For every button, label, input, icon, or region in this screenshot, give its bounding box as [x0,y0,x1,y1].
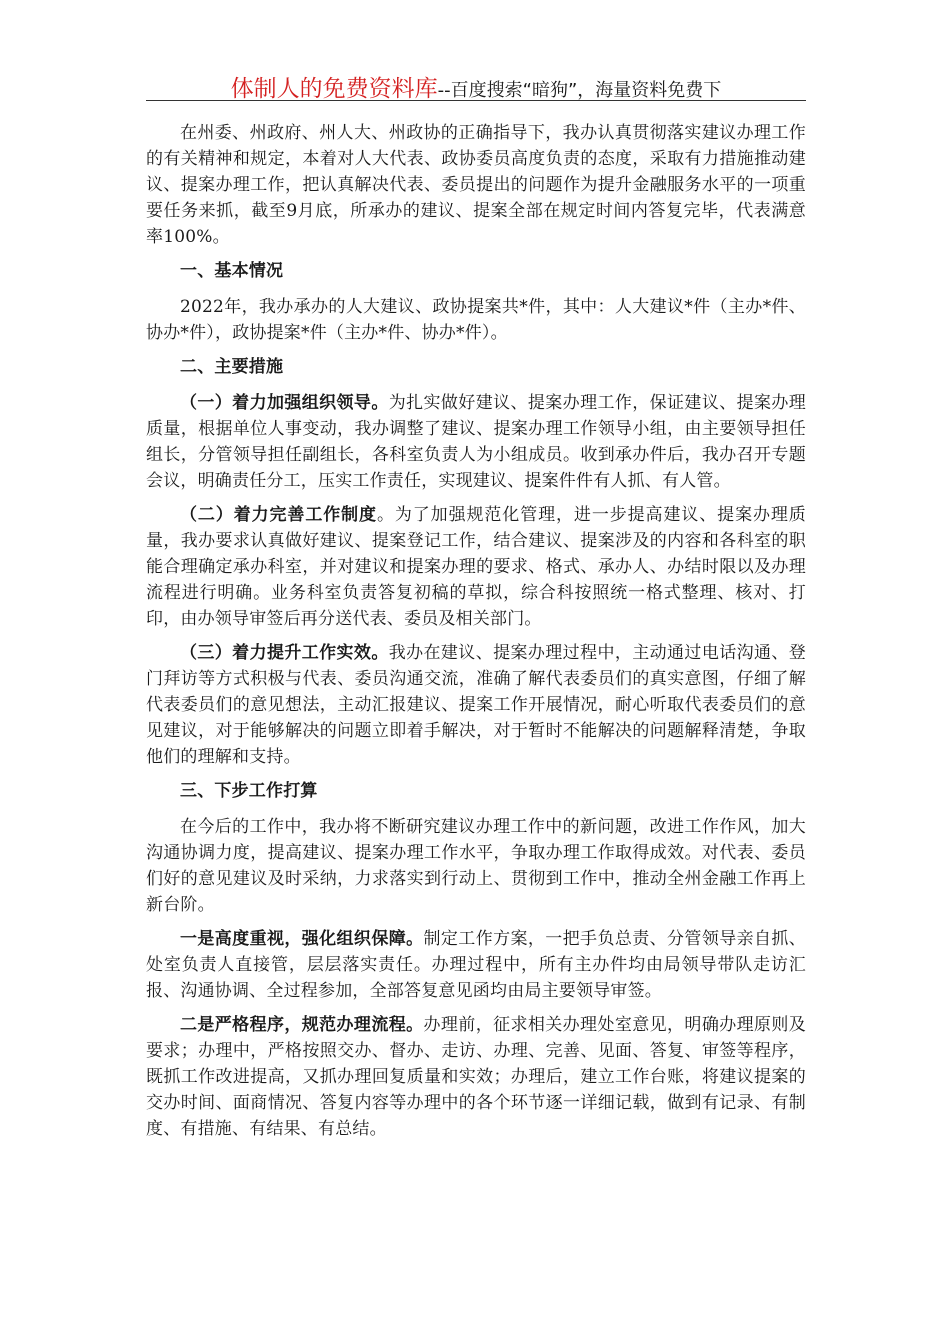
header-divider [146,100,806,101]
measure-3-paragraph [146,640,806,770]
document-body [146,120,806,1150]
page-header [146,70,806,103]
measure-2-paragraph [146,502,806,632]
intro-paragraph: 在州委、州政府、州人大、州政协的正确指导下，我办认真贯彻落实建议办理工作的有关精神和规定，本着对人大代表、政协委员高度负责的态度，采取有力措施推动建议、提案办理工作，把认真解决代表、委员提出的问题作为提升金融服务水平的一项重要任务来抓，截至9月底，所承办的建议、提案全部在规定时间内答复完毕，代表满意率100%。 [146,123,806,247]
section-plan-heading: 三、下步工作打算 [180,781,318,801]
header-brand: 体制人的免费资料库 [230,76,438,102]
measure-3-text: 我办在建议、提案办理过程中，主动通过电话沟通、登门拜访等方式积极与代表、委员沟通交流，准确了解代表委员们的真实意图，仔细了解代表委员们的意见想法，主动汇报建议、提案工作开展情况，耐心听取代表委员们的意见建议，对于能够解决的问题立即着手解决，对于暂时不能解决的问题解释清楚，争取他们的理解和支持。 [146,643,806,767]
plan-paragraph: 在今后的工作中，我办将不断研究建议办理工作中的新问题，改进工作作风，加大沟通协调力度，提高建议、提案办理工作水平，争取办理工作取得成效。对代表、委员们好的意见建议及时采纳，力求落实到行动上、贯彻到工作中，推动全州金融工作再上新台阶。 [146,817,806,915]
measure-2-lead: （二）着力完善工作制度 [180,505,377,525]
point-2-paragraph [146,1012,806,1142]
section-basic-paragraph: 2022年，我办承办的人大建议、政协提案共*件，其中：人大建议*件（主办*件、协办*件），政协提案*件（主办*件、协办*件）。 [146,297,806,343]
measure-2-text: 。为了加强规范化管理，进一步提高建议、提案办理质量，我办要求认真做好建议、提案登记工作，结合建议、提案涉及的内容和各科室的职能合理确定承办科室，并对建议和提案办理的要求、格式、承办人、办结时限以及办理流程进行明确。业务科室负责答复初稿的草拟，综合科按照统一格式整理、核对、打印，由办领导审签后再分送代表、委员及相关部门。 [146,505,806,629]
header-tagline: --百度搜索“暗狗”，海量资料免费下 [437,80,722,101]
measure-1-paragraph [146,390,806,494]
point-2-text: 办理前，征求相关办理处室意见，明确办理原则及要求；办理中，严格按照交办、督办、走访、办理、完善、见面、答复、审签等程序，既抓工作改进提高，又抓办理回复质量和实效；办理后，建立工作台账，将建议提案的交办时间、面商情况、答复内容等办理中的各个环节逐一详细记载，做到有记录、有制度、有措施、有结果、有总结。 [146,1015,806,1139]
point-1-paragraph [146,926,806,1004]
point-2-lead: 二是严格程序，规范办理流程。 [180,1015,424,1035]
measure-3-lead: （三）着力提升工作实效。 [180,643,389,663]
measure-1-text: 为扎实做好建议、提案办理工作，保证建议、提案办理质量，根据单位人事变动，我办调整了建议、提案办理工作领导小组，由主要领导担任组长，分管领导担任副组长，各科室负责人为小组成员。收到承办件后，我办召开专题会议，明确责任分工，压实工作责任，实现建议、提案件件有人抓、有人管。 [146,393,806,491]
point-1-lead: 一是高度重视，强化组织保障。 [180,929,424,949]
measure-1-lead: （一）着力加强组织领导。 [180,393,389,413]
point-1-text: 制定工作方案，一把手负总责、分管领导亲自抓、处室负责人直接管，层层落实责任。办理过程中，所有主办件均由局领导带队走访汇报、沟通协调、全过程参加，全部答复意见函均由局主要领导审签。 [146,929,806,1001]
section-basic-heading: 一、基本情况 [180,261,284,281]
section-measures-heading: 二、主要措施 [180,357,284,377]
